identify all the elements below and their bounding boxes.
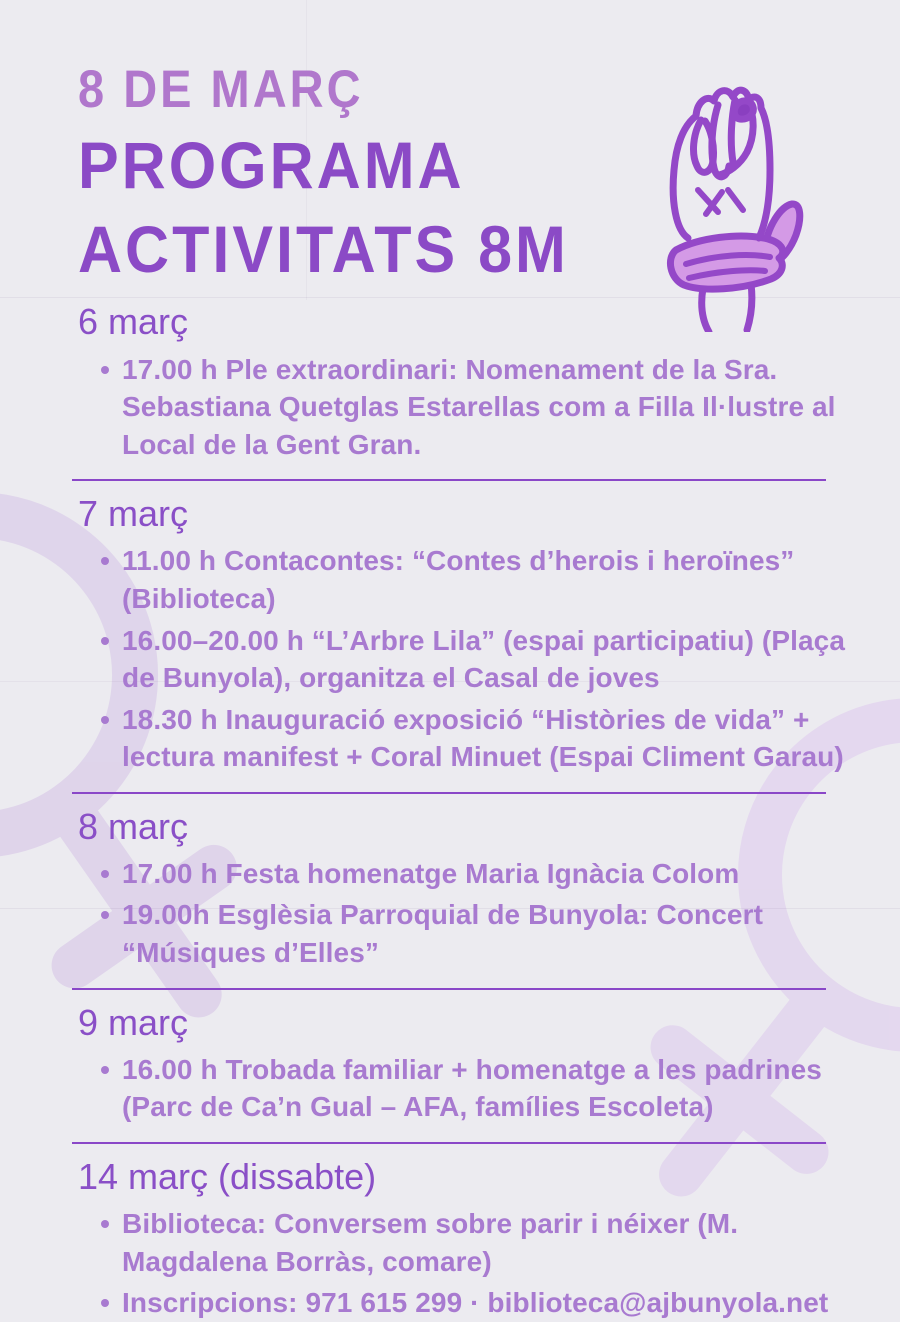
section-divider [72, 792, 826, 794]
event-list [78, 1205, 854, 1322]
event-list [78, 855, 854, 972]
section-date: 14 març (dissabte) [78, 1155, 377, 1197]
event-item: 17.00 h Festa homenatge Maria Ignàcia Colom [122, 855, 854, 893]
program-section [78, 806, 854, 990]
event-item: 19.00h Esglèsia Parroquial de Bunyola: Concert “Músiques d’Elles” [122, 896, 854, 971]
event-list [78, 1051, 854, 1126]
program-section [78, 1156, 854, 1322]
poster-title [78, 123, 854, 292]
poster-title-line2: ACTIVITATS 8M [78, 212, 569, 287]
section-date: 7 març [78, 493, 189, 535]
event-item: 17.00 h Ple extraordinari: Nomenament de la Sra. Sebastiana Quetglas Estarellas com a Filla Il·lustre al Local de la Gent Gran. [122, 351, 854, 464]
program-section [78, 1002, 854, 1144]
poster-supertitle: 8 DE MARÇ [78, 58, 364, 118]
event-item: Inscripcions: 971 615 299 · biblioteca@ajbunyola.net [122, 1284, 854, 1322]
program-list [78, 301, 854, 1322]
event-item: 18.30 h Inauguració exposició “Històries de vida” + lectura manifest + Coral Minuet (Espai Climent Garau) [122, 701, 854, 776]
section-date: 6 març [78, 301, 189, 343]
event-item: 16.00–20.00 h “L’Arbre Lila” (espai participatiu) (Plaça de Bunyola), organitza el Casal de joves [122, 622, 854, 697]
event-item: 16.00 h Trobada familiar + homenatge a les padrines (Parc de Ca’n Gual – AFA, famílies Escoleta) [122, 1051, 854, 1126]
section-date: 9 març [78, 1001, 189, 1043]
event-list [78, 351, 854, 464]
event-list [78, 542, 854, 775]
event-item: 11.00 h Contacontes: “Contes d’herois i heroïnes” (Biblioteca) [122, 542, 854, 617]
poster-header [78, 58, 854, 287]
section-divider [72, 1142, 826, 1144]
program-section [78, 493, 854, 793]
section-divider [72, 988, 826, 990]
section-date: 8 març [78, 805, 189, 847]
event-item: Biblioteca: Conversem sobre parir i néixer (M. Magdalena Borràs, comare) [122, 1205, 854, 1280]
program-section [78, 301, 854, 481]
poster-title-line1: PROGRAMA [78, 128, 465, 202]
section-divider [72, 479, 826, 481]
